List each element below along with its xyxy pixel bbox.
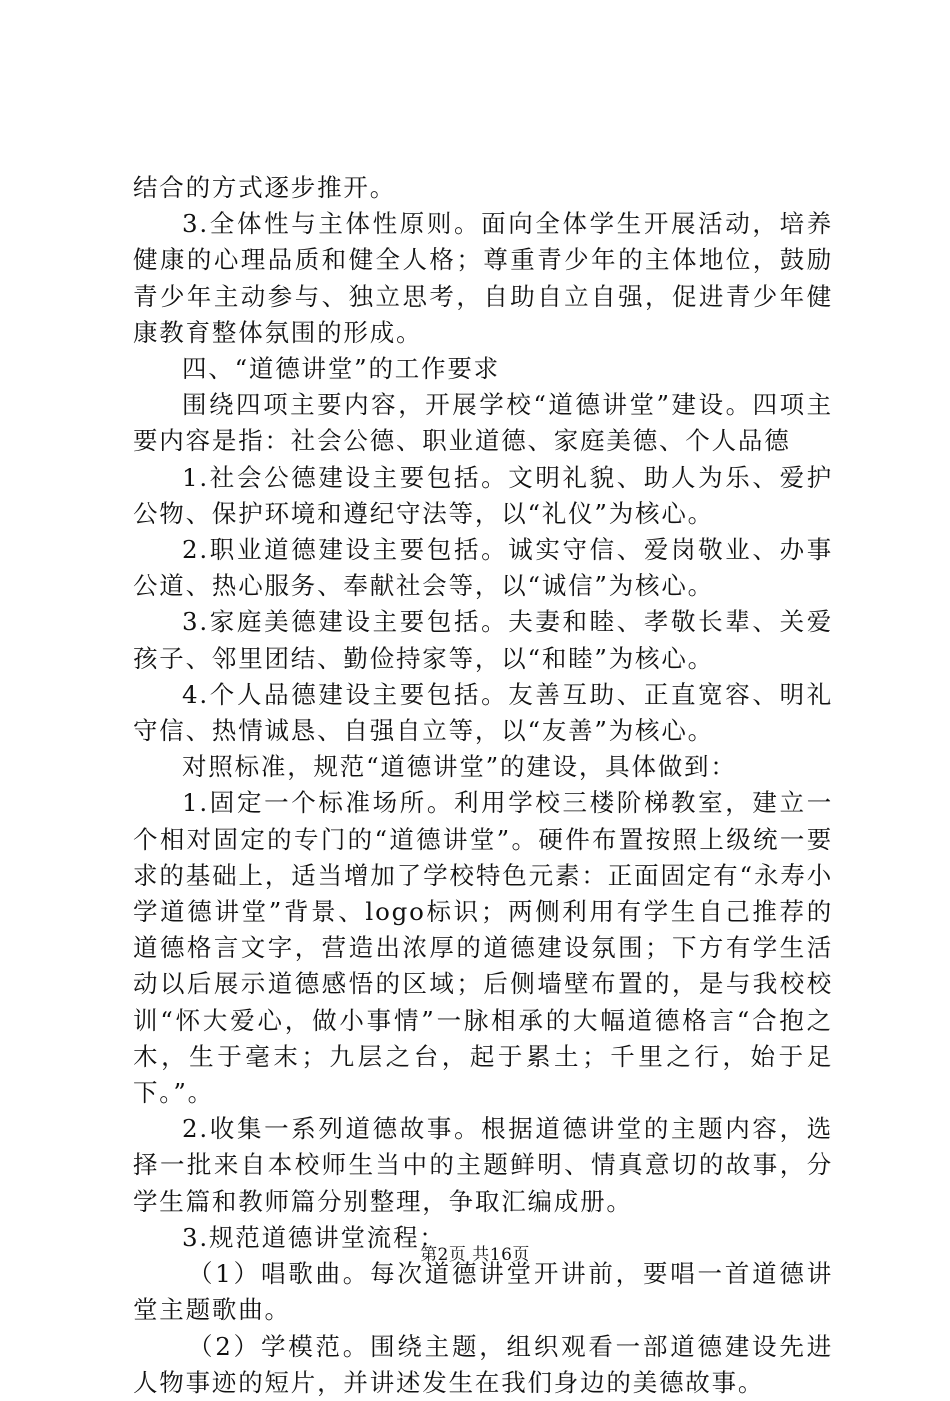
paragraph: 2.职业道德建设主要包括。诚实守信、爱岗敬业、办事公道、热心服务、奉献社会等，以“诚信”为核心。 [133,535,833,601]
page-number-footer: 第2页 共16页 [420,1245,530,1265]
paragraph: 1.社会公德建设主要包括。文明礼貌、助人为乐、爱护公物、保护环境和遵纪守法等，以“礼仪”为核心。 [133,462,833,528]
paragraph: 3.全体性与主体性原则。面向全体学生开展活动，培养健康的心理品质和健全人格；尊重青少年的主体地位，鼓励青少年主动参与、独立思考，自助自立自强，促进青少年健康教育整体氛围的形成。 [133,209,833,347]
paragraph: 4.个人品德建设主要包括。友善互助、正直宽容、明礼守信、热情诚恳、自强自立等，以“友善”为核心。 [133,679,833,746]
paragraph: 2.收集一系列道德故事。根据道德讲堂的主题内容，选择一批来自本校师生当中的主题鲜明、情真意切的故事，分学生篇和教师篇分别整理，争取汇编成册。 [133,1114,833,1216]
section-heading: 四、“道德讲堂”的工作要求 [182,354,500,384]
document-body [133,170,833,1401]
paragraph: 围绕四项主要内容，开展学校“道德讲堂”建设。四项主要内容是指：社会公德、职业道德、家庭美德、个人品德 [133,390,833,456]
paragraph: （1）唱歌曲。每次道德讲堂开讲前，要唱一首道德讲堂主题歌曲。 [133,1259,833,1325]
paragraph: 对照标准，规范“道德讲堂”的建设，具体做到： [182,752,737,782]
paragraph: 3.规范道德讲堂流程： [182,1222,446,1252]
paragraph: 1.固定一个标准场所。利用学校三楼阶梯教室，建立一个相对固定的专门的“道德讲堂”。硬件布置按照上级统一要求的基础上，适当增加了学校特色元素：正面固定有“永寿小学道德讲堂”背景、logo标识；两侧利用有学生自己推荐的道德格言文字，营造出浓厚的道德建设氛围；下方有学生活动以后展示道德感悟的区域；后侧墙壁布置的，是与我校校训“怀大爱心，做小事情”一脉相承的大幅道德格言“合抱之木，生于毫末；九层之台，起于累土；千里之行，始于足下。”。 [133,788,833,1108]
paragraph: （2）学模范。围绕主题，组织观看一部道德建设先进人物事迹的短片，并讲述发生在我们身边的美德故事。 [133,1331,833,1397]
paragraph: 结合的方式逐步推开。 [133,173,396,202]
paragraph: 3.家庭美德建设主要包括。夫妻和睦、孝敬长辈、关爱孩子、邻里团结、勤俭持家等，以“和睦”为核心。 [133,607,833,673]
